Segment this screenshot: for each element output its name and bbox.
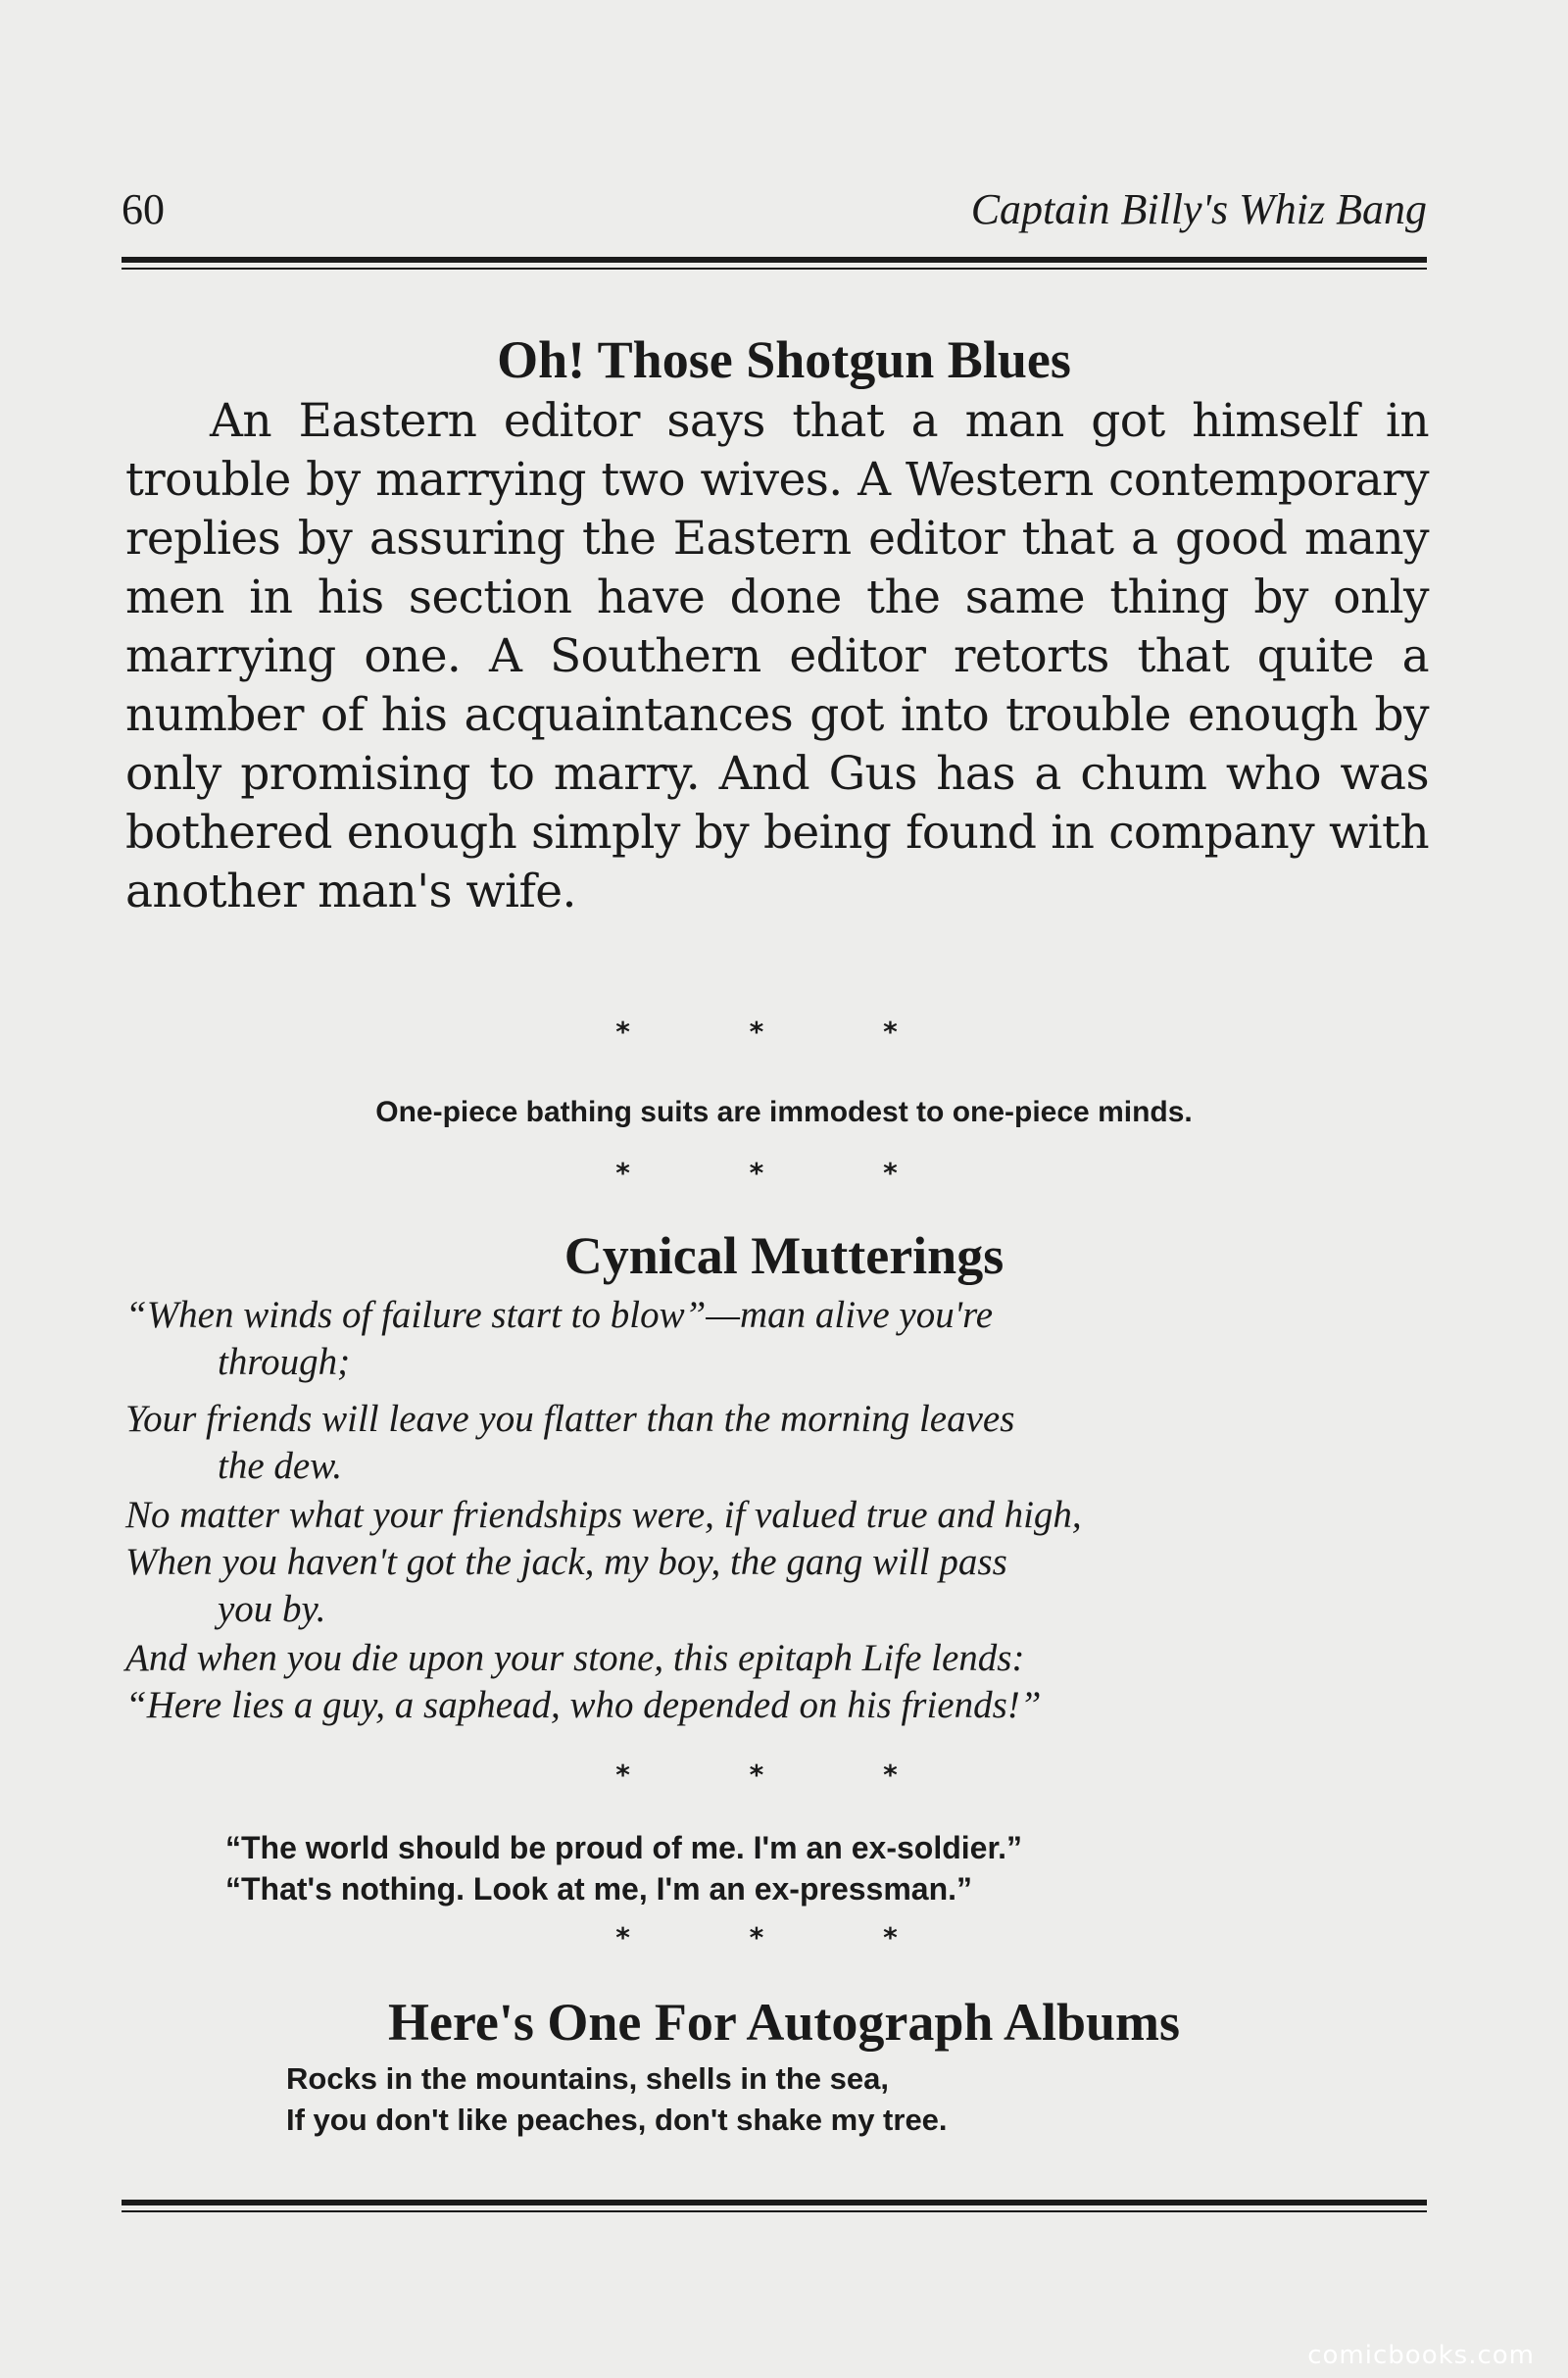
- verse-line: Rocks in the mountains, shells in the sea,: [286, 2061, 889, 2096]
- poem-line: the dew.: [218, 1445, 343, 1487]
- footer-rule: [122, 2200, 1427, 2212]
- dialog-line: “That's nothing. Look at me, I'm an ex-pressman.”: [225, 1871, 973, 1907]
- section-separator: * * *: [615, 1921, 953, 1954]
- section-separator: * * *: [615, 1157, 953, 1189]
- poem-line: “When winds of failure start to blow”—man alive you're: [125, 1294, 994, 1336]
- article-title-autograph-albums: Here's One For Autograph Albums: [387, 1993, 1181, 2052]
- article-title-cynical-mutterings: Cynical Mutterings: [564, 1226, 1004, 1285]
- verse-line: If you don't like peaches, don't shake my tree.: [286, 2103, 948, 2137]
- poem-line: Your friends will leave you flatter than the morning leaves: [125, 1398, 1015, 1440]
- poem-line: When you haven't got the jack, my boy, the gang will pass: [125, 1541, 1007, 1583]
- page-number: 60: [122, 185, 165, 233]
- section-separator: * * *: [615, 1016, 953, 1048]
- header-rule: [122, 257, 1427, 270]
- dialog-line: “The world should be proud of me. I'm an ex-soldier.”: [225, 1830, 1023, 1865]
- poem-line: you by.: [218, 1588, 326, 1630]
- poem-line: And when you die upon your stone, this epitaph Life lends:: [125, 1637, 1025, 1679]
- poem-line: No matter what your friendships were, if valued true and high,: [125, 1494, 1082, 1536]
- running-title: Captain Billy's Whiz Bang: [970, 185, 1427, 233]
- poem-cynical-mutterings: [125, 1292, 1429, 1729]
- article-body-shotgun-blues: An Eastern editor says that a man got himself in trouble by marrying two wives. A Western contemporary replies by assuring the Eastern editor that a good many men in his section have done the same thing by only marrying one. A Southern editor retorts that quite a number of his acquaintances got into trouble enough by only promising to marry. And Gus has a chum who was bothered enough simply by being found in company with another man's wife.: [125, 394, 1429, 918]
- dialog-ex-soldier: [225, 1827, 1401, 1909]
- watermark-text: comicbooks.com: [1307, 2341, 1535, 2370]
- article-title-shotgun-blues: Oh! Those Shotgun Blues: [497, 330, 1071, 389]
- page-header: [122, 184, 1427, 243]
- autograph-verse: [286, 2058, 1364, 2141]
- section-separator: * * *: [615, 1759, 953, 1791]
- poem-line: “Here lies a guy, a saphead, who depended on his friends!”: [125, 1684, 1042, 1726]
- joke-bathing-suits: One-piece bathing suits are immodest to one-piece minds.: [375, 1096, 1193, 1128]
- poem-line: through;: [218, 1341, 351, 1383]
